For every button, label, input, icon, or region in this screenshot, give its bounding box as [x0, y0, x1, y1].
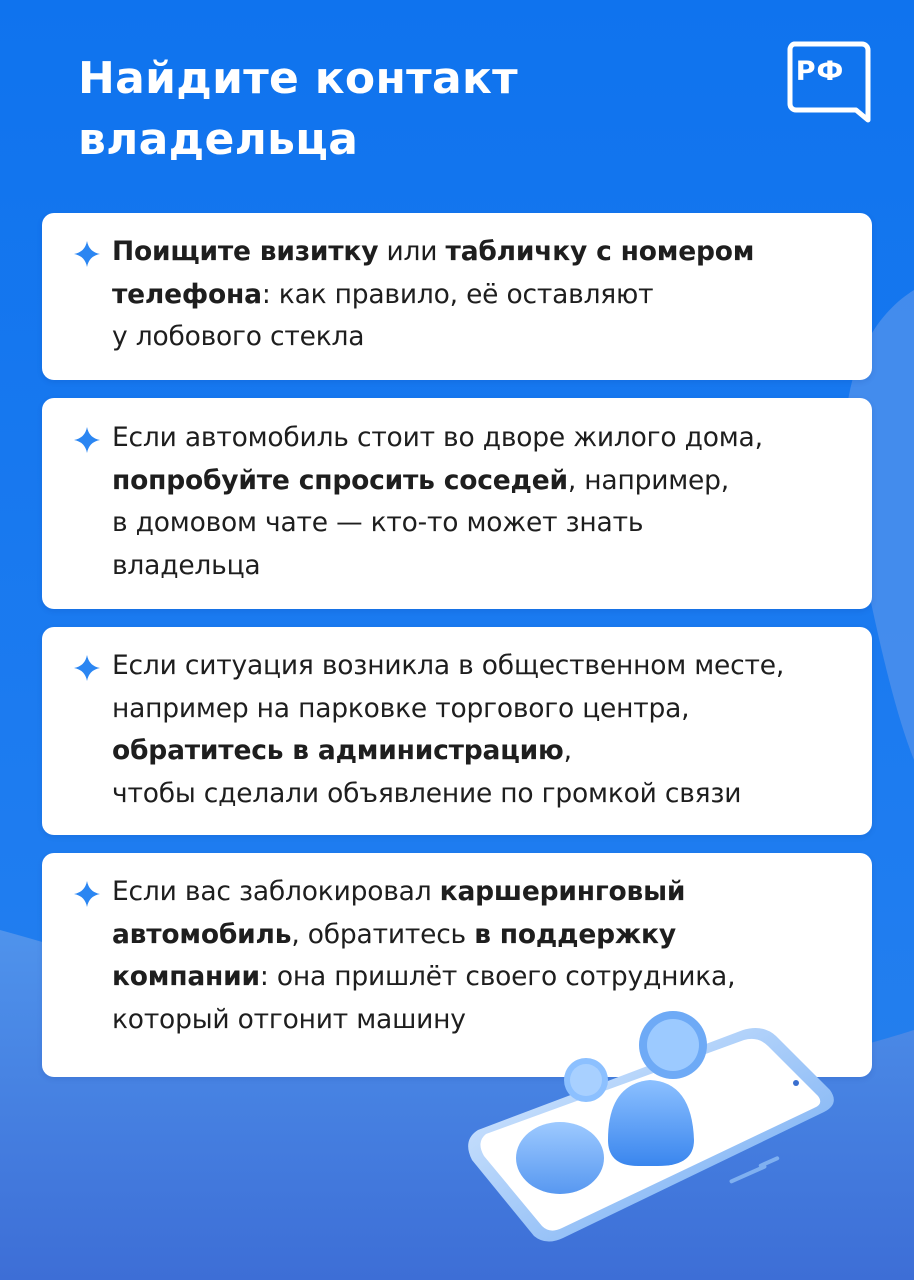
body-text: у лобового стекла	[112, 321, 365, 352]
tip-card-text	[112, 645, 862, 815]
gosuslugi-rf-logo	[786, 40, 876, 132]
body-text: или	[378, 236, 446, 267]
title-line-2: владельца	[78, 114, 359, 165]
bold-text: телефона	[112, 278, 262, 310]
bold-text: табличку с номером	[445, 236, 755, 267]
sparkle-star-icon	[74, 881, 100, 907]
tip-card-2	[42, 398, 872, 609]
bold-text: обратитесь в администрацию	[112, 735, 564, 766]
smartphone-with-users-icon	[458, 1000, 848, 1270]
page-title	[78, 48, 718, 170]
body-text: Если автомобиль стоит во дворе жилого дома,	[112, 422, 763, 453]
body-text: , например,	[567, 464, 729, 496]
body-text: : как правило, её оставляют	[261, 278, 654, 310]
body-text: который отгонит машину	[112, 1003, 466, 1035]
tip-card-3	[42, 627, 872, 835]
bold-text: компании	[112, 961, 260, 992]
body-text: чтобы сделали объявление по громкой связи	[112, 777, 742, 809]
sparkle-star-icon	[74, 427, 100, 453]
body-text: Если ситуация возникла в общественном месте,	[112, 650, 785, 681]
bold-text: каршеринговый	[439, 876, 686, 907]
body-text: Если вас заблокировал	[112, 876, 440, 907]
body-text: , обратитесь	[291, 918, 475, 950]
logo-text: РФ	[795, 56, 845, 87]
body-text: : она пришлёт своего сотрудника,	[259, 961, 736, 992]
body-text: в домовом чате — кто-то может знать	[112, 507, 644, 538]
sparkle-star-icon	[74, 655, 100, 681]
body-text: владельца	[112, 549, 261, 581]
tip-card-text	[112, 417, 862, 587]
sparkle-star-icon	[74, 241, 100, 267]
body-text: ,	[563, 735, 572, 766]
bold-text: Поищите визитку	[112, 236, 379, 267]
title-line-1: Найдите контакт	[78, 53, 518, 104]
bold-text: попробуйте спросить соседей	[112, 464, 568, 496]
bold-text: автомобиль	[112, 918, 292, 950]
tip-card-text	[112, 231, 862, 359]
tip-card-1	[42, 213, 872, 380]
body-text: например на парковке торгового центра,	[112, 692, 690, 724]
bold-text: в поддержку	[474, 918, 676, 950]
